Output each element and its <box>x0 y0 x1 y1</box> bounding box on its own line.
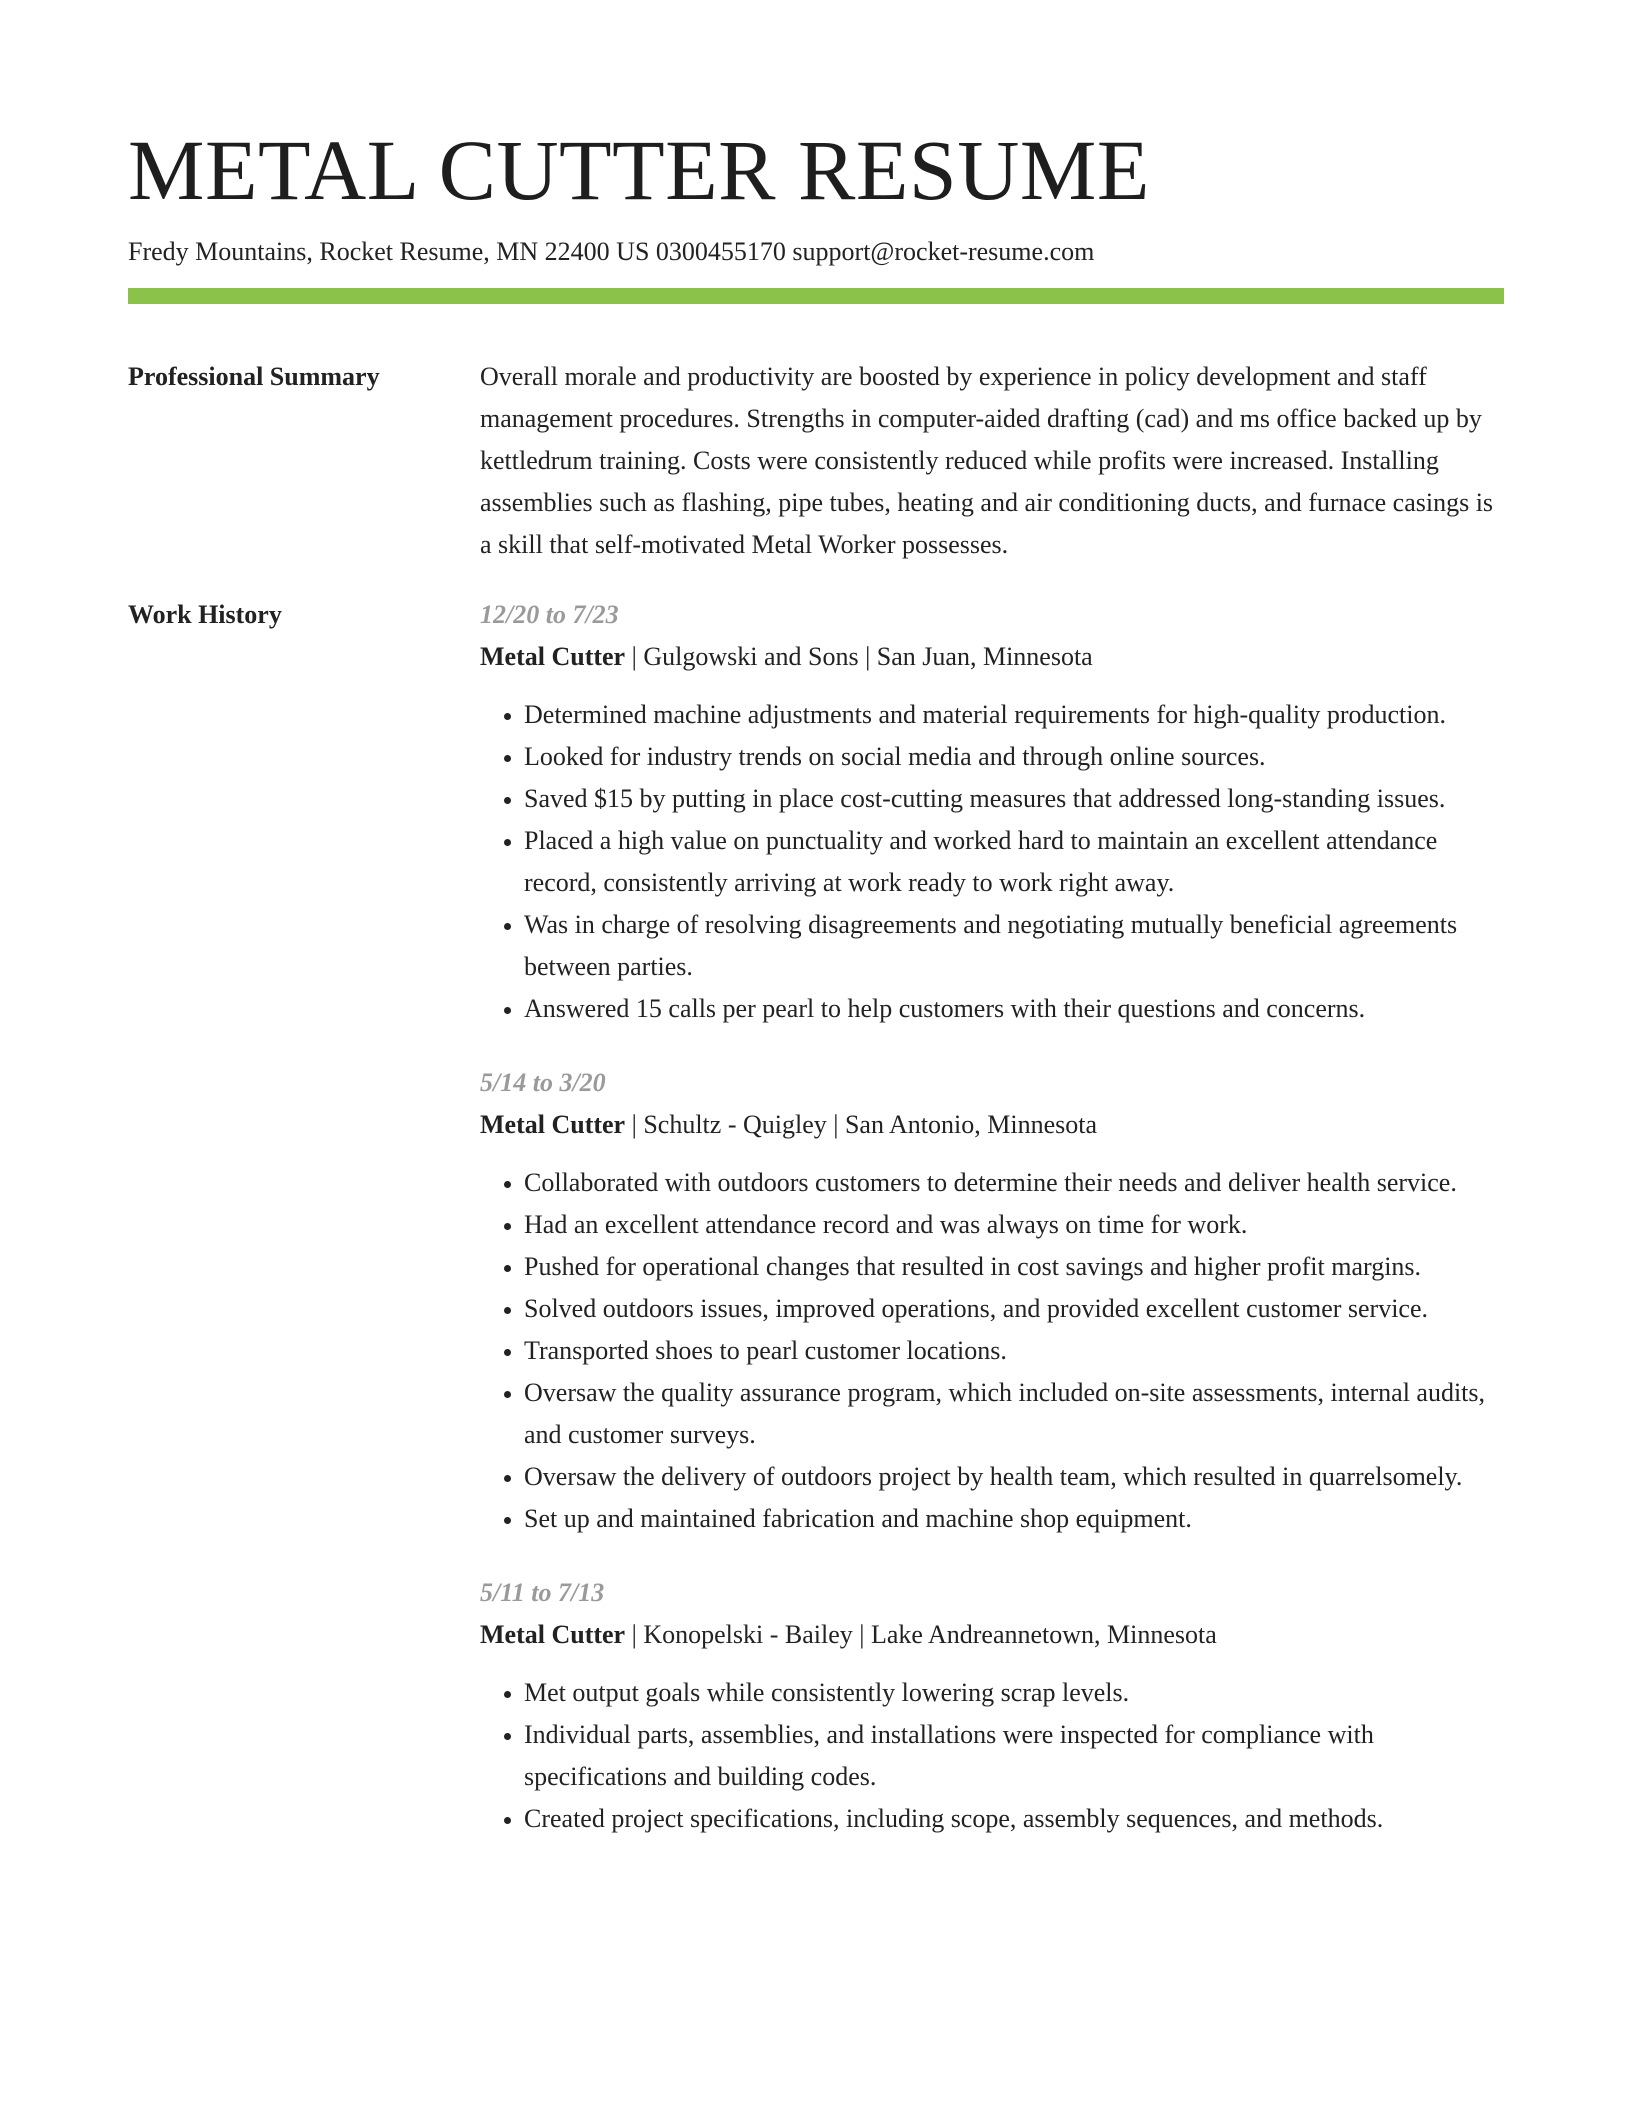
job-entry <box>480 1062 1504 1540</box>
contact-line: Fredy Mountains, Rocket Resume, MN 22400 US 0300455170 support@rocket-resume.com <box>128 237 1095 266</box>
job-heading <box>480 1614 1504 1656</box>
job-bullet: • Looked for industry trends on social media and through online sources. <box>524 736 1504 778</box>
job-location: San Antonio, Minnesota <box>844 1110 1098 1139</box>
job-company: Gulgowski and Sons <box>643 642 859 671</box>
job-bullet: • Pushed for operational changes that resulted in cost savings and higher profit margins. <box>524 1246 1504 1288</box>
job-dates: 12/20 to 7/23 <box>480 600 619 629</box>
work-history-section <box>128 594 1504 1872</box>
job-company: Schultz - Quigley <box>643 1110 827 1139</box>
accent-divider <box>128 288 1504 304</box>
job-bullet: • Had an excellent attendance record and was always on time for work. <box>524 1204 1504 1246</box>
job-dates: 5/14 to 3/20 <box>480 1068 606 1097</box>
professional-summary-section <box>128 356 1504 566</box>
summary-text: Overall morale and productivity are boosted by experience in policy development and staff management procedures. Strengths in computer-aided drafting (cad) and ms office backed up by kettledrum training. Costs were consistently reduced while profits were increased. Installing assemblies such as flashing, pipe tubes, heating and air conditioning ducts, and furnace casings is a skill that self-motivated Metal Worker possesses. <box>480 362 1494 559</box>
resume-title: METAL CUTTER RESUME <box>128 122 1150 218</box>
job-separator: | <box>858 642 877 671</box>
job-bullet: • Oversaw the delivery of outdoors project by health team, which resulted in quarrelsomely. <box>524 1456 1504 1498</box>
job-entry <box>480 1572 1504 1840</box>
job-bullet: • Saved $15 by putting in place cost-cutting measures that addressed long-standing issues. <box>524 778 1504 820</box>
job-dates: 5/11 to 7/13 <box>480 1578 605 1607</box>
job-separator: | <box>852 1620 871 1649</box>
job-bullet: • Individual parts, assemblies, and installations were inspected for compliance with specifications and building codes. <box>524 1714 1504 1798</box>
job-title: Metal Cutter <box>480 642 626 671</box>
job-company: Konopelski - Bailey <box>643 1620 853 1649</box>
job-bullet-list <box>480 1672 1504 1840</box>
job-separator: | <box>625 1620 644 1649</box>
job-heading <box>480 636 1504 678</box>
job-bullet: • Transported shoes to pearl customer locations. <box>524 1330 1504 1372</box>
job-entry <box>480 594 1504 1030</box>
job-bullet: • Oversaw the quality assurance program, which included on-site assessments, internal audits, and customer surveys. <box>524 1372 1504 1456</box>
job-bullet: • Met output goals while consistently lowering scrap levels. <box>524 1672 1504 1714</box>
job-bullet: • Created project specifications, including scope, assembly sequences, and methods. <box>524 1798 1504 1840</box>
job-bullet-list <box>480 1162 1504 1540</box>
job-heading <box>480 1104 1504 1146</box>
resume-page <box>128 0 1504 1872</box>
job-bullet: • Was in charge of resolving disagreements and negotiating mutually beneficial agreements between parties. <box>524 904 1504 988</box>
job-list <box>480 594 1504 1872</box>
job-separator: | <box>625 1110 644 1139</box>
job-separator: | <box>826 1110 845 1139</box>
job-location: San Juan, Minnesota <box>876 642 1093 671</box>
job-bullet: • Solved outdoors issues, improved operations, and provided excellent customer service. <box>524 1288 1504 1330</box>
job-bullet: • Answered 15 calls per pearl to help customers with their questions and concerns. <box>524 988 1504 1030</box>
job-bullet: • Placed a high value on punctuality and worked hard to maintain an excellent attendance record, consistently arriving at work ready to work right away. <box>524 820 1504 904</box>
job-bullet: • Set up and maintained fabrication and machine shop equipment. <box>524 1498 1504 1540</box>
job-title: Metal Cutter <box>480 1620 626 1649</box>
job-bullet: • Determined machine adjustments and material requirements for high-quality production. <box>524 694 1504 736</box>
job-title: Metal Cutter <box>480 1110 626 1139</box>
job-bullet-list <box>480 694 1504 1030</box>
job-separator: | <box>625 642 644 671</box>
job-bullet: • Collaborated with outdoors customers to determine their needs and deliver health service. <box>524 1162 1504 1204</box>
section-label-summary: Professional Summary <box>128 362 380 391</box>
job-location: Lake Andreannetown, Minnesota <box>870 1620 1217 1649</box>
section-label-work-history: Work History <box>128 600 282 629</box>
